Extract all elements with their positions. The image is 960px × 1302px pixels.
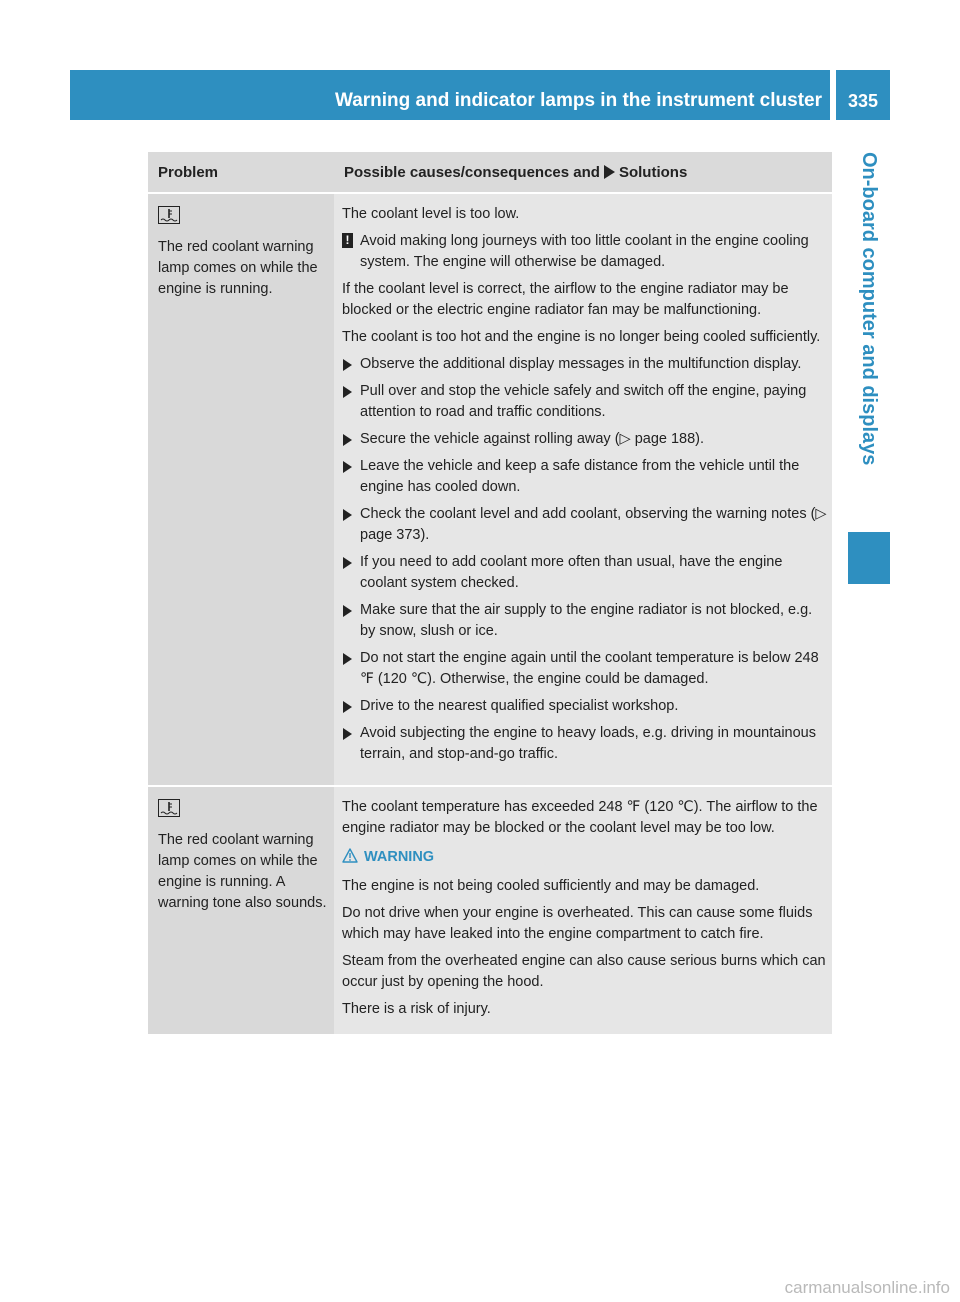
page-title: Warning and indicator lamps in the instrument cluster <box>334 90 822 111</box>
watermark: carmanualsonline.info <box>784 1278 950 1297</box>
problem-text: The red coolant warning lamp comes on while the engine is running. <box>158 239 318 297</box>
step-arrow-icon <box>343 605 352 617</box>
side-tab <box>848 152 890 722</box>
step-arrow-icon <box>343 359 352 371</box>
table-row <box>148 192 832 785</box>
problem-cell <box>148 787 334 1034</box>
solution-step: Avoid subjecting the engine to heavy loads, e.g. driving in mountainous terrain, and stop-and-go traffic. <box>342 723 828 765</box>
coolant-temperature-icon <box>158 206 180 224</box>
hint-text: Avoid making long journeys with too little coolant in the engine cooling system. The engine will otherwise be damaged. <box>360 233 809 270</box>
step-arrow-icon <box>343 386 352 398</box>
table-row <box>148 785 832 1034</box>
solution-step: Observe the additional display messages in the multifunction display. <box>342 354 828 375</box>
header-solutions-prefix: Possible causes/consequences and <box>344 164 600 181</box>
side-tab-marker <box>848 532 890 584</box>
header-solutions-suffix: Solutions <box>618 164 688 181</box>
hint <box>342 231 828 273</box>
warning-text: There is a risk of injury. <box>342 1001 491 1017</box>
step-arrow-icon <box>343 434 352 446</box>
cause-text: The coolant level is too low. <box>342 206 520 222</box>
solution-step: Drive to the nearest qualified specialist workshop. <box>342 696 828 717</box>
warning-label: WARNING <box>364 849 435 865</box>
solution-step: Do not start the engine again until the coolant temperature is below 248 ℉ (120 ℃). Otherwise, the engine could be damaged. <box>342 648 828 690</box>
step-arrow-icon <box>343 461 352 473</box>
cause-text: If the coolant level is correct, the airflow to the engine radiator may be blocked or the electric engine radiator fan may be malfunctioning. <box>342 281 789 318</box>
exclamation-icon: ! <box>342 233 353 248</box>
solution-step: Leave the vehicle and keep a safe distance from the vehicle until the engine has cooled down. <box>342 456 828 498</box>
warning-text: Steam from the overheated engine can also cause serious burns which can occur just by opening the hood. <box>342 953 826 990</box>
cause-text: The coolant is too hot and the engine is no longer being cooled sufficiently. <box>342 329 821 345</box>
solution-step: Check the coolant level and add coolant, observing the warning notes (▷ page 373). <box>342 504 828 546</box>
solution-step: Pull over and stop the vehicle safely and switch off the engine, paying attention to road and traffic conditions. <box>342 381 828 423</box>
problem-cell <box>148 194 334 785</box>
header-problem: Problem <box>158 164 219 181</box>
problems-table <box>148 152 832 1034</box>
header-solutions <box>334 152 832 192</box>
coolant-temperature-icon <box>158 799 180 817</box>
solution-step: If you need to add coolant more often than usual, have the engine coolant system checked. <box>342 552 828 594</box>
table-header <box>148 152 832 192</box>
step-arrow-icon <box>343 653 352 665</box>
cause-text: The coolant temperature has exceeded 248 ℉ (120 ℃). The airflow to the engine radiator may be blocked or the coolant level may be too low. <box>342 799 818 836</box>
solutions-cell <box>334 787 832 1034</box>
step-arrow-icon <box>343 509 352 521</box>
warning-triangle-icon <box>342 848 358 863</box>
warning-heading <box>342 847 828 868</box>
solutions-cell <box>334 194 832 785</box>
solution-step: Make sure that the air supply to the engine radiator is not blocked, e.g. by snow, slush or ice. <box>342 600 828 642</box>
step-arrow-icon <box>343 557 352 569</box>
solution-step: Secure the vehicle against rolling away (▷ page 188). <box>342 429 828 450</box>
warning-text: Do not drive when your engine is overheated. This can cause some fluids which may have leaked into the engine compartment to catch fire. <box>342 905 813 942</box>
step-arrow-icon <box>343 728 352 740</box>
warning-text: The engine is not being cooled sufficiently and may be damaged. <box>342 878 760 894</box>
step-arrow-icon <box>343 701 352 713</box>
side-tab-label: On-board computer and displays <box>858 152 880 466</box>
page-number: 335 <box>836 70 890 120</box>
problem-text: The red coolant warning lamp comes on while the engine is running. A warning tone also sounds. <box>158 832 327 911</box>
arrow-icon <box>604 165 615 179</box>
